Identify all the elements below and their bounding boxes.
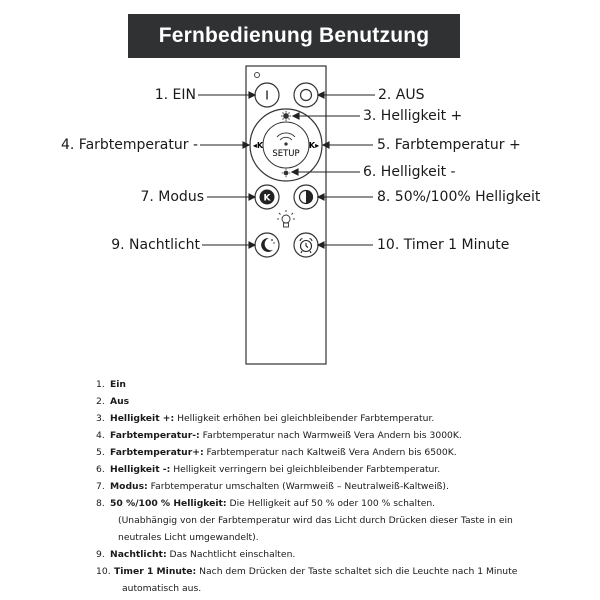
- list-item-continuation: automatisch aus.: [122, 583, 202, 594]
- sun-icon: [281, 111, 291, 121]
- mode-k-icon: K: [263, 193, 271, 204]
- page-title: Fernbedienung Benutzung: [158, 24, 430, 47]
- setup-label: SETUP: [272, 149, 300, 159]
- mode-button[interactable]: [255, 185, 279, 209]
- list-item-continuation: (Unabhängig von der Farbtemperatur wird das Licht durch Drücken dieser Taste in ein: [118, 515, 513, 526]
- list-item: 10. Timer 1 Minute: Nach dem Drücken der Taste schaltet sich die Leuchte nach 1 Minute: [96, 566, 518, 577]
- on-button-symbol: I: [265, 88, 269, 103]
- label-modus: 7. Modus: [140, 189, 204, 205]
- list-item: 2. Aus: [96, 396, 130, 407]
- list-item: 9. Nachtlicht: Das Nachtlicht einschalten.: [96, 549, 296, 560]
- half-full-brightness-button[interactable]: [294, 185, 318, 209]
- list-item: 4. Farbtemperatur-: Farbtemperatur nach Warmweiß Vera Andern bis 3000K.: [96, 430, 462, 441]
- label-timer: 10. Timer 1 Minute: [377, 237, 510, 253]
- timer-button[interactable]: [294, 233, 318, 257]
- label-aus: 2. AUS: [378, 87, 425, 103]
- list-item-continuation: neutrales Licht umgewandelt).: [118, 532, 259, 543]
- label-farbtemperatur-minus: 4. Farbtemperatur -: [61, 137, 198, 153]
- right-arrow-k-label: K▸: [308, 141, 320, 150]
- description-list: [96, 376, 576, 597]
- label-ein: 1. EIN: [154, 87, 196, 103]
- night-light-button[interactable]: [255, 233, 279, 257]
- label-nachtlicht: 9. Nachtlicht: [111, 237, 200, 253]
- color-temp-down-button[interactable]: [253, 141, 264, 150]
- label-helligkeit-minus: 6. Helligkeit -: [363, 164, 456, 180]
- list-item: 6. Helligkeit -: Helligkeit verringern bei gleichbleibender Farbtemperatur.: [96, 464, 441, 475]
- on-button[interactable]: [255, 83, 279, 107]
- left-arrow-k-label: ◂K: [252, 141, 264, 150]
- list-item: 3. Helligkeit +: Helligkeit erhöhen bei gleichbleibender Farbtemperatur.: [96, 413, 435, 424]
- label-farbtemperatur-plus: 5. Farbtemperatur +: [377, 137, 521, 153]
- list-item: 7. Modus: Farbtemperatur umschalten (Warmweiß – Neutralweiß-Kaltweiß).: [96, 481, 449, 492]
- color-temp-up-button[interactable]: [309, 141, 319, 150]
- label-helligkeit-plus: 3. Helligkeit +: [363, 108, 463, 124]
- list-item: 8. 50 %/100 % Helligkeit: Die Helligkeit auf 50 % oder 100 % schalten.: [96, 498, 436, 509]
- half-circle-icon: [300, 191, 313, 204]
- label-helligkeit-50-100: 8. 50%/100% Helligkeit: [377, 189, 541, 205]
- brightness-up-button[interactable]: [281, 111, 291, 121]
- list-item: 5. Farbtemperatur+: Farbtemperatur nach Kaltweiß Vera Andern bis 6500K.: [96, 447, 457, 458]
- off-button[interactable]: [294, 83, 318, 107]
- list-item: 1. Ein: [96, 379, 126, 390]
